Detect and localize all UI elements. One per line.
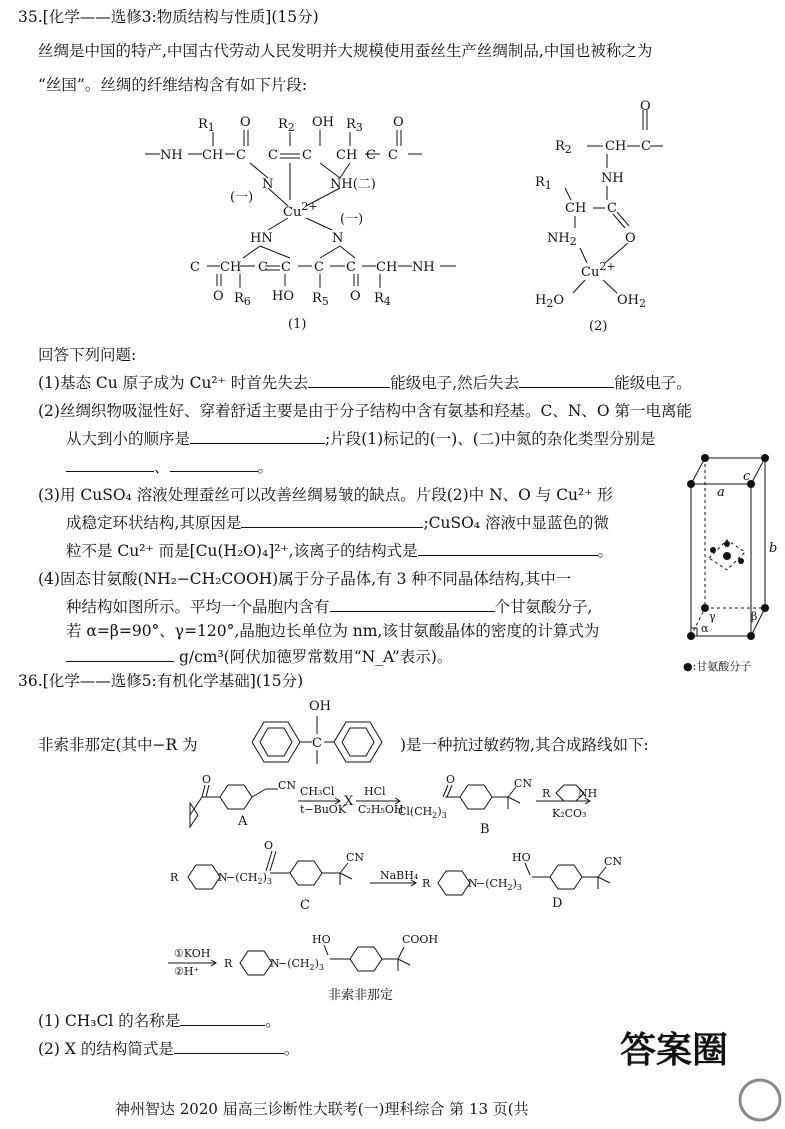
svg-text:NH: NH — [578, 787, 598, 800]
svg-text:O: O — [240, 115, 251, 130]
svg-text:NH: NH — [412, 260, 435, 275]
q35-part3-line1: (3)用 CuSO₄ 溶液处理蚕丝可以改善丝绸易皱的缺点。片段(2)中 N、O 与 Cu²⁺ 形 — [38, 486, 613, 504]
q36-intro-a: 非索非那定(其中−R 为 — [38, 736, 198, 754]
svg-text:O: O — [264, 839, 274, 852]
blank-1b[interactable] — [519, 373, 614, 388]
svg-text:OH: OH — [309, 699, 331, 714]
svg-text:②H⁺: ②H⁺ — [174, 965, 200, 978]
svg-text:H2O: $H_2O$ — [535, 293, 565, 310]
q36-intro-b: )是一种抗过敏药物,其合成路线如下: — [400, 736, 649, 754]
q35-part2-line1: (2)丝绸织物吸湿性好、穿着舒适主要是由于分子结构中含有氨基和羟基。C、N、O 第一电离能 — [38, 402, 693, 420]
blank-36-2[interactable] — [174, 1039, 284, 1054]
svg-text:R1: $R_1$ — [535, 175, 552, 192]
q35-part1: (1)基态 Cu 原子成为 Cu²⁺ 时首先失去 能级电子,然后失去 能级电子。 — [38, 374, 692, 392]
watermark-stamp — [600, 1020, 785, 1125]
svg-text:CH: CH — [376, 260, 398, 275]
svg-text:OH: OH — [312, 115, 334, 130]
svg-text:CH: CH — [605, 139, 627, 154]
svg-text:C: C — [346, 260, 356, 275]
svg-text:CH: CH — [220, 260, 242, 275]
svg-text:HO: HO — [272, 289, 294, 304]
svg-text:C₂H₅OH: C₂H₅OH — [358, 803, 404, 816]
q35-part4-line3: 若 α=β=90°、γ=120°,晶胞边长单位为 nm,该甘氨酸晶体的密度的计算式为 — [66, 622, 600, 640]
svg-text:O: O — [625, 231, 636, 246]
q36-part1: (1) CH₃Cl 的名称是 。 — [38, 1012, 281, 1030]
svg-text:C: C — [302, 148, 312, 163]
svg-text:CH₃Cl: CH₃Cl — [300, 785, 335, 798]
svg-text:C: C — [190, 260, 200, 275]
svg-text:α: α — [701, 622, 709, 635]
svg-text:①KOH: ①KOH — [174, 947, 211, 960]
q35-intro-line2: “丝国”。丝绸的纤维结构含有如下片段: — [38, 76, 308, 94]
q36-part2: (2) X 的结构简式是 。 — [38, 1040, 300, 1058]
svg-text:C: C — [312, 736, 322, 751]
svg-text:R: R — [170, 871, 179, 884]
svg-text:N: N — [262, 177, 274, 192]
blank-3a[interactable] — [241, 513, 423, 528]
svg-text:COOH: COOH — [402, 933, 439, 946]
structure-fragment-2 — [525, 99, 695, 334]
svg-text:γ: γ — [709, 610, 716, 623]
svg-text:R4: $R_4$ — [374, 291, 391, 308]
svg-text:−(CH2)3: $-(CH_2)_3$ — [278, 957, 325, 972]
q35-part3-line3: 粒不是 Cu²⁺ 而是[Cu(H₂O)₄]²⁺,该离子的结构式是 。 — [66, 542, 614, 560]
svg-text:R: R — [542, 787, 551, 800]
svg-text:R1: $R_1$ — [198, 117, 215, 134]
svg-text:N: N — [218, 871, 228, 884]
svg-text:R: R — [422, 877, 431, 890]
svg-text:C: C — [388, 148, 398, 163]
page-footer: 神州智达 2020 届高三诊断性大联考(一)理科综合 第 13 页(共 — [115, 1100, 529, 1118]
q36-heading: 36.[化学——选修5:有机化学基础](15分) — [18, 672, 304, 690]
svg-text:HCl: HCl — [364, 785, 386, 798]
svg-text:O: O — [446, 773, 456, 786]
svg-text:NH: NH — [601, 171, 624, 186]
fig2-label: (2) — [589, 319, 608, 334]
svg-text:O: O — [350, 289, 361, 304]
svg-text:C: C — [607, 201, 617, 216]
svg-text:OH2: $OH_2$ — [617, 293, 646, 310]
svg-text:R3: $R_3$ — [346, 117, 363, 134]
svg-text:b: b — [769, 541, 778, 556]
blank-4b[interactable] — [66, 647, 174, 662]
svg-text:−(CH2)3: $-(CH_2)_3$ — [476, 877, 523, 892]
svg-text:NaBH₄: NaBH₄ — [380, 869, 419, 882]
svg-text:NH: NH — [160, 148, 183, 163]
svg-text:B: B — [480, 822, 490, 837]
svg-text:O: O — [640, 99, 651, 114]
fig1-label: (1) — [288, 317, 307, 332]
q35-part2-line2: 从大到小的顺序是 ;片段(1)标记的(一)、(二)中氮的杂化类型分别是 — [66, 430, 656, 448]
svg-text:N: N — [468, 877, 478, 890]
svg-text:R6: $R_6$ — [234, 291, 251, 308]
q35-part4-line4: g/cm³(阿伏加德罗常数用“N_A”表示)。 — [66, 646, 452, 668]
svg-text:R: R — [224, 957, 233, 970]
svg-text:Cl(CH2)3: $Cl(CH_2)_3$ — [398, 805, 447, 820]
blank-2a[interactable] — [190, 429, 325, 444]
svg-text:Cu2+: $Cu^{2+}$ — [283, 200, 318, 220]
svg-text:R2: $R_2$ — [555, 139, 572, 156]
svg-text:a: a — [717, 485, 725, 500]
svg-text:C: C — [314, 260, 324, 275]
r-group-structure — [232, 696, 402, 776]
svg-text:CN: CN — [278, 779, 297, 792]
svg-text:Cu2+: $Cu^{2+}$ — [581, 260, 616, 280]
svg-text:O: O — [213, 289, 224, 304]
structure-fragment-1 — [140, 108, 470, 333]
svg-text:CH: CH — [336, 148, 358, 163]
q35-intro-line1: 丝绸是中国的特产,中国古代劳动人民发明并大规模使用蚕丝生产丝绸制品,中国也被称之为 — [38, 42, 653, 60]
svg-text:O: O — [393, 115, 404, 130]
answer-prompt: 回答下列问题: — [38, 346, 137, 364]
svg-text:X: X — [344, 794, 354, 809]
q35-part3-line2: 成稳定环状结构,其原因是 ;CuSO₄ 溶液中显蓝色的微 — [66, 514, 609, 532]
svg-text:NH2: $NH_2$ — [547, 231, 577, 248]
svg-text:CN: CN — [346, 851, 365, 864]
svg-text:HN: HN — [250, 231, 273, 246]
svg-text:CH: CH — [202, 148, 224, 163]
svg-text:β: β — [751, 610, 758, 623]
svg-text:CN: CN — [514, 777, 533, 790]
svg-text:CH: CH — [565, 201, 587, 216]
blank-36-1[interactable] — [180, 1011, 265, 1026]
svg-text:R2: $R_2$ — [278, 117, 295, 134]
svg-text:C: C — [641, 139, 651, 154]
svg-text:N: N — [270, 957, 280, 970]
svg-text:CN: CN — [604, 855, 623, 868]
q35-heading: 35.[化学——选修3:物质结构与性质](15分) — [18, 8, 319, 26]
svg-text:HO: HO — [312, 933, 331, 946]
svg-text:A: A — [238, 814, 248, 829]
q35-part4-line1: (4)固态甘氨酸(NH₂−CH₂COOH)属于分子晶体,有 3 种不同晶体结构,其中一 — [38, 570, 572, 588]
svg-text:N: N — [332, 231, 344, 246]
svg-text:C: C — [258, 260, 268, 275]
blank-2c[interactable] — [170, 457, 258, 472]
svg-text:D: D — [552, 896, 563, 911]
svg-text:O: O — [202, 773, 212, 786]
glycine-unit-cell — [683, 448, 783, 680]
svg-text:K₂CO₃: K₂CO₃ — [552, 807, 587, 820]
svg-text:C: C — [281, 260, 291, 275]
product-label: 非索非那定 — [328, 988, 394, 1003]
svg-text:(一): (一) — [230, 190, 254, 205]
blank-4a[interactable] — [330, 597, 495, 612]
svg-text:t−BuOK: t−BuOK — [300, 803, 347, 816]
svg-text:NH(二): NH(二) — [330, 177, 376, 192]
svg-text:c: c — [743, 469, 751, 484]
blank-2b[interactable] — [66, 457, 154, 472]
svg-text:HO: HO — [512, 851, 531, 864]
synthesis-route — [160, 775, 630, 1010]
q35-part2-line3: 、 。 — [66, 456, 273, 478]
svg-text:(一): (一) — [340, 212, 364, 227]
svg-text:答案圈: 答案圈 — [620, 1029, 729, 1071]
svg-text:C: C — [300, 898, 310, 913]
svg-text:C: C — [268, 148, 278, 163]
cell-legend: ●:甘氨酸分子 — [683, 660, 752, 673]
svg-text:−(CH2)3: $-(CH_2)_3$ — [226, 871, 273, 886]
svg-text:C: C — [366, 148, 376, 163]
svg-text:C: C — [236, 148, 246, 163]
q35-part4-line2: 种结构如图所示。平均一个晶胞内含有 个甘氨酸分子, — [66, 598, 593, 616]
blank-3b[interactable] — [418, 541, 598, 556]
blank-1a[interactable] — [308, 373, 390, 388]
svg-text:R5: $R_5$ — [312, 291, 329, 308]
